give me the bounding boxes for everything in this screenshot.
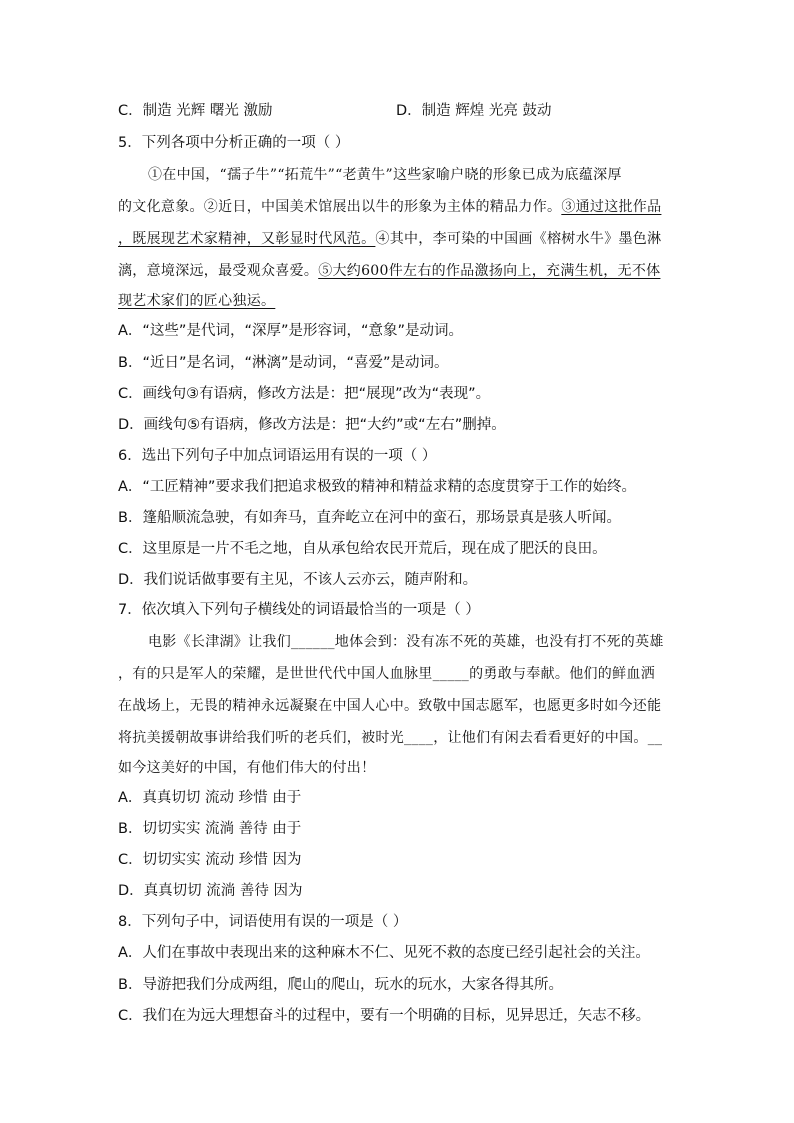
- q6-option-a: A．“工匠精神”要求我们把追求极致的精神和精益求精的态度贯穿于工作的始终。: [118, 479, 636, 495]
- q5-passage-line-2: [118, 197, 661, 217]
- q4-option-d: D．制造 辉煌 光亮 鼓动: [396, 103, 552, 119]
- q5-passage-text: 漓，意境深远，最受观众喜爱。: [118, 263, 319, 279]
- q8-option-c: C．我们在为远大理想奋斗的过程中，要有一个明确的目标，见异思迁，矢志不移。: [118, 1008, 651, 1024]
- q5-option-d: D．画线句⑤有语病，修改方法是：把“大约”或“左右”删掉。: [118, 417, 506, 433]
- q4-option-c: C．制造 光辉 曙光 激励: [118, 103, 273, 119]
- q7-option-c: C．切切实实 流动 珍惜 因为: [118, 852, 302, 868]
- q5-option-c: C．画线句③有语病，修改方法是：把“展现”改为“表现”。: [118, 386, 491, 402]
- q7-option-d: D．真真切切 流淌 善待 因为: [118, 883, 303, 899]
- q7-option-b: B．切切实实 流淌 善待 由于: [118, 821, 302, 837]
- q5-stem: 5．下列各项中分析正确的一项（ ）: [118, 135, 350, 151]
- q7-passage-line-4: 将抗美援朝故事讲给我们听的老兵们，被时光____，让他们有闲去看看更好的中国。__: [118, 730, 663, 746]
- q5-underlined-sentence-3: ③通过这批作品: [561, 199, 662, 215]
- q5-underlined-sentence-5-cont: 现艺术家们的匠心独运。: [118, 293, 276, 309]
- q4-option-row: [118, 101, 552, 121]
- q5-underlined-sentence-5: ⑤大约600件左右的作品激扬向上，充满生机，无不体: [318, 263, 661, 279]
- q6-option-d: D．我们说话做事要有主见，不该人云亦云，随声附和。: [118, 572, 478, 588]
- q7-passage-line-5: 如今这美好的中国，有他们伟大的付出！: [118, 760, 376, 776]
- q6-option-b: B．篷船顺流急驶，有如奔马，直奔屹立在河中的蛮石，那场景真是骇人听闻。: [118, 510, 621, 526]
- q5-option-a: A．“这些”是代词，“深厚”是形容词，“意象”是动词。: [118, 323, 463, 339]
- q7-stem: 7．依次填入下列句子横线处的词语最恰当的一项是（ ）: [118, 602, 480, 618]
- q5-passage-text: 的文化意象。②近日，中国美术馆展出以牛的形象为主体的精品力作。: [118, 199, 562, 215]
- q7-passage-line-3: 在战场上，无畏的精神永远凝聚在中国人心中。致敬中国志愿军，也愿更多时如今还能: [118, 698, 662, 714]
- q5-underlined-sentence-3-cont: ，既展现艺术家精神，又彰显时代风范。: [118, 231, 376, 247]
- q5-passage-line-4: [118, 261, 660, 281]
- q6-stem: 6．选出下列句子中加点词语运用有误的一项（ ）: [118, 448, 437, 464]
- q5-passage-line-3: [118, 229, 661, 249]
- q7-passage-line-1: 电影《长津湖》让我们______地体会到：没有冻不死的英雄，也没有打不死的英雄: [148, 634, 664, 650]
- q8-option-a: A．人们在事故中表现出来的这种麻木不仁、见死不救的态度已经引起社会的关注。: [118, 945, 650, 961]
- q8-stem: 8．下列句子中，词语使用有误的一项是（ ）: [118, 914, 408, 930]
- q5-option-b: B．“近日”是名词，“淋漓”是动词，“喜爱”是动词。: [118, 355, 449, 371]
- q5-passage-line-1: ①在中国，“孺子牛”“拓荒牛”“老黄牛”这些家喻户晓的形象已成为底蕴深厚: [148, 167, 622, 183]
- q8-option-b: B．导游把我们分成两组，爬山的爬山，玩水的玩水，大家各得其所。: [118, 977, 563, 993]
- q6-option-c: C．这里原是一片不毛之地，自从承包给农民开荒后，现在成了肥沃的良田。: [118, 541, 607, 557]
- q7-passage-line-2: ，有的只是军人的荣耀，是世世代代中国人血脉里_____的勇敢与奉献。他们的鲜血洒: [118, 666, 655, 682]
- q7-option-a: A．真真切切 流动 珍惜 由于: [118, 790, 302, 806]
- q5-passage-text: ④其中，李可染的中国画《榕树水牛》墨色淋: [375, 231, 662, 247]
